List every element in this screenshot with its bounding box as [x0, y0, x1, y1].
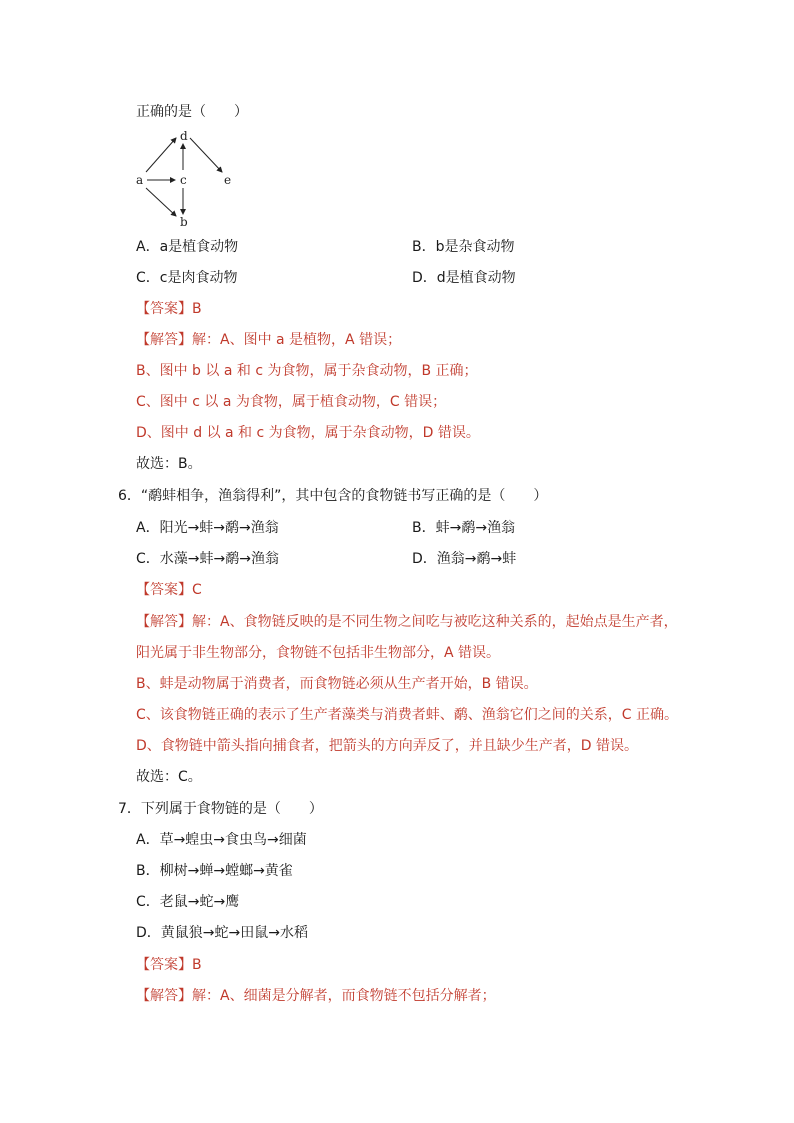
q5-analysis-line-2: B、图中 b 以 a 和 c 为食物，属于杂食动物，B 正确；: [136, 363, 478, 379]
q6-option-c: C．水藻→蚌→鹬→渔翁: [136, 551, 279, 567]
q7-option-b: B．柳树→蝉→螳螂→黄雀: [136, 863, 293, 879]
node-d: d: [180, 129, 188, 143]
q7-option-d: D．黄鼠狼→蛇→田鼠→水稻: [136, 925, 308, 941]
food-web-diagram: [134, 128, 244, 228]
q5-analysis-line-3: C、图中 c 以 a 为食物，属于植食动物，C 错误；: [136, 394, 447, 410]
q5-analysis-line-4: D、图中 d 以 a 和 c 为食物，属于杂食动物，D 错误。: [136, 425, 480, 441]
q5-option-c: C．c是肉食动物: [136, 270, 238, 286]
analysis-tag: 【解答】: [136, 988, 192, 1004]
q7-stem: 7．下列属于食物链的是（ ）: [118, 801, 323, 817]
q6-stem: 6．“鹬蚌相争，渔翁得利”，其中包含的食物链书写正确的是（ ）: [118, 488, 548, 504]
answer-tag: 【答案】: [136, 957, 192, 973]
q6-analysis-line-2: 阳光属于非生物部分，食物链不包括非生物部分，A 错误。: [136, 645, 501, 661]
q7-answer: [136, 956, 202, 974]
analysis-text: 解：A、食物链反映的是不同生物之间吃与被吃这种关系的，起始点是生产者，: [192, 614, 678, 630]
q5-option-b: B．b是杂食动物: [412, 239, 515, 255]
q6-analysis-line-5: D、食物链中箭头指向捕食者，把箭头的方向弄反了，并且缺少生产者，D 错误。: [136, 738, 639, 754]
q7-analysis-line-1: [136, 987, 496, 1005]
q6-option-a: A．阳光→蚌→鹬→渔翁: [136, 520, 279, 536]
q5-answer: [136, 300, 202, 318]
node-a: a: [136, 173, 144, 187]
q6-analysis-line-1: [136, 613, 678, 631]
q7-option-a: A．草→蝗虫→食虫鸟→细菌: [136, 832, 307, 848]
answer-tag: 【答案】: [136, 582, 192, 598]
q5-stem-tail: 正确的是（ ）: [136, 104, 248, 120]
analysis-text: 解：A、细菌是分解者，而食物链不包括分解者；: [192, 988, 496, 1004]
answer-value: B: [192, 957, 202, 973]
node-e: e: [224, 173, 232, 187]
q7-option-c: C．老鼠→蛇→鹰: [136, 894, 240, 910]
q6-answer: [136, 581, 202, 599]
q5-analysis-line-1: [136, 331, 401, 349]
q6-option-b: B．蚌→鹬→渔翁: [412, 520, 516, 536]
q6-conclusion: 故选：C。: [136, 769, 202, 785]
answer-value: B: [192, 301, 202, 317]
q5-option-d: D．d是植食动物: [412, 270, 516, 286]
answer-value: C: [192, 582, 202, 598]
node-b: b: [180, 215, 188, 228]
arrow-a-d: [146, 138, 176, 172]
q6-analysis-line-3: B、蚌是动物属于消费者，而食物链必须从生产者开始，B 错误。: [136, 676, 538, 692]
arrow-d-e: [190, 138, 222, 172]
node-c: c: [180, 173, 187, 187]
analysis-tag: 【解答】: [136, 332, 192, 348]
q6-analysis-line-4: C、该食物链正确的表示了生产者藻类与消费者蚌、鹬、渔翁它们之间的关系，C 正确。: [136, 707, 678, 723]
analysis-text: 解：A、图中 a 是植物，A 错误；: [192, 332, 402, 348]
answer-tag: 【答案】: [136, 301, 192, 317]
q5-option-a: A．a是植食动物: [136, 239, 239, 255]
arrow-a-b: [146, 188, 176, 216]
q6-option-d: D．渔翁→鹬→蚌: [412, 551, 517, 567]
analysis-tag: 【解答】: [136, 614, 192, 630]
q5-conclusion: 故选：B。: [136, 456, 202, 472]
